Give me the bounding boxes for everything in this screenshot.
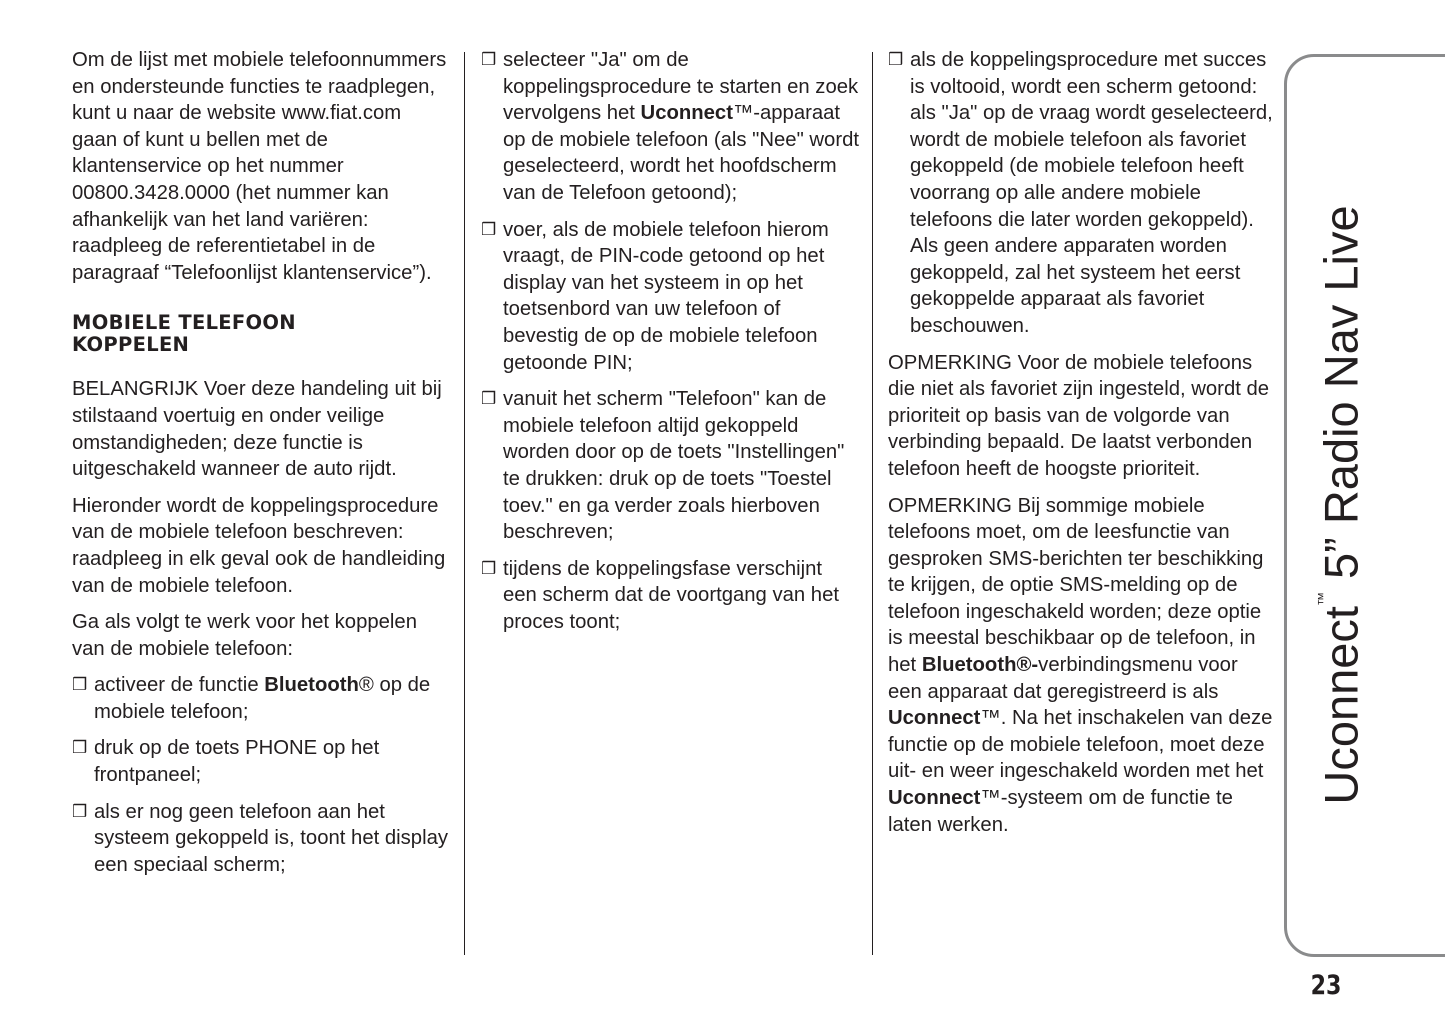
column-left <box>72 47 450 888</box>
intro-paragraph: Om de lijst met mobiele telefoonnummers en ondersteunde functies te raadplegen, kunt u naar de website www.fiat.com gaan of kunt u bellen met de klantenservice op het nummer 00800.3428.0000 (het nummer kan afhankelijk van het land variëren: raadpleeg de referentietabel in de paragraaf “Telefoonlijst klantenservice”). <box>72 49 447 284</box>
checkbox-bullet-icon: ❒ <box>481 389 497 409</box>
column-middle <box>481 47 861 645</box>
section-heading <box>72 312 450 356</box>
heading-line: KOPPELEN <box>72 333 190 357</box>
checkbox-bullet-icon: ❒ <box>481 50 497 69</box>
bold-term: Uconnect <box>888 787 981 810</box>
bold-term: Uconnect <box>640 102 733 125</box>
column-divider <box>464 52 465 955</box>
page-number: 23 <box>1310 970 1342 1001</box>
column-divider <box>872 52 873 955</box>
list-item: ❒ activeer de functie Bluetooth® op de mobiele telefoon; <box>72 674 431 723</box>
list-item: ❒ voer, als de mobiele telefoon hierom vraagt, de PIN-code getoond op het display van het systeem in op het toetsenbord van uw telefoon of bevestig de op de mobiele telefoon getoonde PIN; <box>481 218 829 374</box>
description-paragraph: Hieronder wordt de koppelingsprocedure van de mobiele telefoon beschreven: raadpleeg in elk geval ook de handleiding van de mobiele telefoon. <box>72 494 446 597</box>
checkbox-bullet-icon: ❒ <box>72 738 88 758</box>
heading-line: MOBIELE TELEFOON <box>72 311 296 335</box>
list-item: ❒ druk op de toets PHONE op het frontpaneel; <box>72 737 380 787</box>
list-item: ❒ tijdens de koppelingsfase verschijnt een scherm dat de voortgang van het proces toont; <box>481 557 839 633</box>
checkbox-bullet-icon: ❒ <box>888 50 904 69</box>
checkbox-bullet-icon: ❒ <box>72 801 88 821</box>
bold-term: Uconnect <box>888 707 981 730</box>
list-item: ❒ vanuit het scherm "Telefoon" kan de mobiele telefoon altijd gekoppeld worden door op de toets "Instellingen" te drukken: druk op de toets "Toestel toev." en ga verder zoals hierboven beschreven; <box>481 388 845 544</box>
lead-paragraph: Ga als volgt te werk voor het koppelen van de mobiele telefoon: <box>72 611 417 660</box>
list-item: ❒ als er nog geen telefoon aan het systeem gekoppeld is, toont het display een speciaal scherm; <box>72 800 449 876</box>
list-item: ❒ als de koppelingsprocedure met succes is voltooid, wordt een scherm getoond: als "Ja" op de vraag wordt geselecteerd, wordt de mobiele telefoon als favoriet gekoppeld (de mobiele telefoon heeft voorrang op alle andere mobiele telefoons die later worden gekoppeld). Als geen andere apparaten worden gekoppeld, zal het systeem het eerst gekoppelde apparaat als favoriet beschouwen. <box>888 49 1273 337</box>
note-paragraph: OPMERKING Bij sommige mobiele telefoons moet, om de leesfunctie van gesproken SMS-berichten ter beschikking te krijgen, de optie SMS-melding op de telefoon ingeschakeld worden; deze optie is meestal beschikbaar op de telefoon, in het Bluetooth®-verbindingsmenu voor een apparaat dat geregistreerd is als Uconnect™. Na het inschakelen van deze functie op de mobiele telefoon, moet deze uit- en weer ingeschakeld worden met het Uconnect™-systeem om de functie te laten werken. <box>888 494 1273 836</box>
checkbox-bullet-icon: ❒ <box>481 558 497 578</box>
important-paragraph: BELANGRIJK Voer deze handeling uit bij stilstaand voertuig en onder veilige omstandigheden; deze functie is uitgeschakeld wanneer de auto rijdt. <box>72 378 442 481</box>
checkbox-bullet-icon: ❒ <box>481 219 497 239</box>
list-item: ❒ selecteer "Ja" om de koppelingsprocedure te starten en zoek vervolgens het Uconnect™-apparaat op de mobiele telefoon (als "Nee" wordt geselecteerd, wordt het hoofdscherm van de Telefoon getoond); <box>481 49 860 204</box>
bold-term: Bluetooth <box>264 674 359 697</box>
checkbox-bullet-icon: ❒ <box>72 675 88 695</box>
note-paragraph: OPMERKING Voor de mobiele telefoons die niet als favoriet zijn ingesteld, wordt de prioriteit op basis van de volgorde van verbinding bepaald. De laatst verbonden telefoon heeft de hoogste prioriteit. <box>888 351 1270 480</box>
bold-term: Bluetooth®- <box>921 654 1039 677</box>
column-right <box>888 47 1273 848</box>
chapter-title: Uconnect™ 5” Radio Nav Live <box>1314 205 1368 805</box>
